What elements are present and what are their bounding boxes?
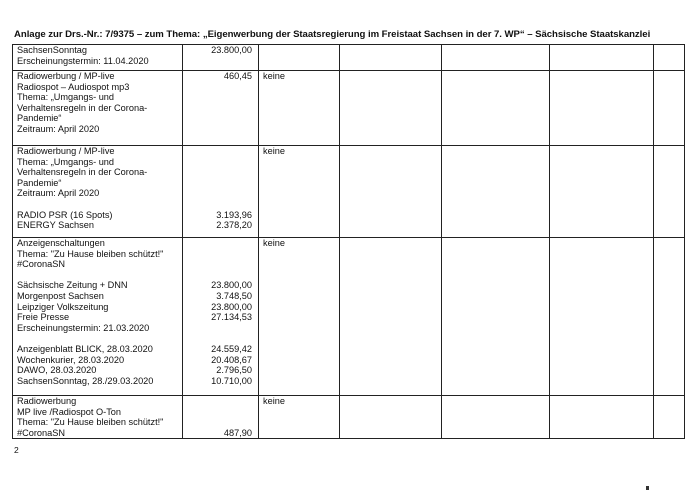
- amount-value: 23.800,00: [211, 45, 252, 55]
- amount-value: [187, 249, 252, 260]
- description-line: Radiowerbung / MP-live: [17, 146, 115, 156]
- empty-cell: [340, 396, 442, 439]
- description-line: Verhaltensregeln in der Corona-: [17, 167, 148, 178]
- amount-value: [187, 396, 252, 407]
- empty-cell: [550, 146, 654, 238]
- description-line: Wochenkurier, 28.03.2020: [17, 354, 125, 365]
- description-line: Sächsische Zeitung + DNN: [17, 280, 128, 291]
- description-line: Thema: "Zu Hause bleiben schützt!": [17, 248, 164, 259]
- note-text: keine: [263, 396, 285, 406]
- description-cell: [13, 238, 183, 396]
- empty-cell: [442, 146, 550, 238]
- empty-cell: [442, 396, 550, 439]
- amount-value: [187, 259, 252, 270]
- description-line: SachsenSonntag: [17, 45, 87, 55]
- description-line: Radiowerbung / MP-live: [17, 71, 115, 81]
- amount-value: [187, 270, 252, 281]
- description-line: Verhaltensregeln in der Corona-: [17, 102, 148, 113]
- description-line: Radiowerbung: [17, 396, 77, 406]
- note-cell: [259, 238, 340, 396]
- amount-value: [187, 417, 252, 428]
- scan-mark: [646, 486, 649, 490]
- amount-value: 23.800,00: [211, 280, 252, 291]
- amount-value: [187, 407, 252, 418]
- empty-cell: [550, 45, 654, 71]
- description-line: DAWO, 28.03.2020: [17, 365, 97, 376]
- table-row: [13, 71, 685, 146]
- amount-value: [187, 238, 252, 249]
- description-line: MP live /Radiospot O-Ton: [17, 406, 121, 417]
- note-text: keine: [263, 146, 285, 156]
- amount-value: 20.408,67: [211, 354, 252, 365]
- empty-cell: [340, 238, 442, 396]
- description-line: #CoronaSN: [17, 259, 66, 270]
- expenditure-table: [12, 44, 685, 439]
- description-line: Thema: "Zu Hause bleiben schützt!": [17, 417, 164, 428]
- description-line: Leipziger Volkszeitung: [17, 301, 109, 312]
- amount-cell: [183, 146, 259, 238]
- amount-value: [187, 199, 252, 210]
- table-row: [13, 45, 685, 71]
- amount-cell: [183, 238, 259, 396]
- amount-value: [187, 323, 252, 334]
- empty-cell: [654, 238, 685, 396]
- amount-cell: [183, 71, 259, 146]
- description-cell: [13, 71, 183, 146]
- empty-cell: [550, 238, 654, 396]
- table-row: [13, 238, 685, 396]
- amount-value: 460,45: [223, 71, 252, 81]
- amount-value: 23.800,00: [211, 301, 252, 312]
- amount-value: 27.134,53: [211, 312, 252, 323]
- note-cell: [259, 45, 340, 71]
- empty-cell: [654, 45, 685, 71]
- amount-value: 24.559,42: [211, 343, 252, 354]
- description-line: Thema: „Umgangs- und: [17, 156, 115, 167]
- description-line: Anzeigenblatt BLICK, 28.03.2020: [17, 343, 153, 354]
- amount-value: 2.796,50: [216, 365, 252, 376]
- amount-value: [187, 157, 252, 168]
- description-line: Pandemie“: [17, 113, 62, 124]
- amount-value: [187, 333, 252, 344]
- description-cell: [13, 396, 183, 439]
- empty-cell: [340, 146, 442, 238]
- empty-cell: [442, 45, 550, 71]
- description-line: Anzeigenschaltungen: [17, 238, 105, 248]
- empty-cell: [654, 396, 685, 439]
- amount-value: [187, 188, 252, 199]
- description-cell: [13, 45, 183, 71]
- empty-cell: [442, 71, 550, 146]
- description-line: Morgenpost Sachsen: [17, 290, 104, 301]
- amount-value: 487,90: [223, 427, 252, 438]
- amount-value: 10.710,00: [211, 375, 252, 386]
- note-cell: [259, 396, 340, 439]
- amount-value: 3.193,96: [216, 209, 252, 220]
- empty-cell: [654, 146, 685, 238]
- empty-cell: [340, 71, 442, 146]
- document-title: Anlage zur Drs.-Nr.: 7/9375 – zum Thema: „Eigenwerbung der Staatsregierung im Freistaat Sachsen in der 7. WP“ – Sächsische Staatskanzlei: [14, 29, 651, 40]
- empty-cell: [442, 238, 550, 396]
- amount-value: [187, 146, 252, 157]
- description-line: Freie Presse: [17, 312, 70, 323]
- note-text: keine: [263, 71, 285, 81]
- description-line: Thema: „Umgangs- und: [17, 92, 115, 103]
- description-line: [17, 199, 180, 210]
- amount-cell: [183, 45, 259, 71]
- note-cell: [259, 146, 340, 238]
- empty-cell: [340, 45, 442, 71]
- description-line: RADIO PSR (16 Spots): [17, 209, 113, 220]
- description-line: Zeitraum: April 2020: [17, 123, 100, 134]
- page-number: 2: [14, 445, 19, 455]
- empty-cell: [654, 71, 685, 146]
- note-cell: [259, 71, 340, 146]
- amount-value: [187, 178, 252, 189]
- description-line: #CoronaSN: [17, 427, 66, 438]
- description-line: Radiospot – Audiospot mp3: [17, 81, 130, 92]
- description-line: [17, 333, 180, 344]
- table-row: [13, 396, 685, 439]
- description-line: Zeitraum: April 2020: [17, 188, 100, 199]
- description-cell: [13, 146, 183, 238]
- amount-value: 3.748,50: [216, 290, 252, 301]
- description-line: Erscheinungstermin: 21.03.2020: [17, 322, 150, 333]
- table-row: [13, 146, 685, 238]
- description-line: [17, 270, 180, 281]
- amount-value: 2.378,20: [216, 220, 252, 231]
- amount-cell: [183, 396, 259, 439]
- description-line: ENERGY Sachsen: [17, 220, 94, 231]
- empty-cell: [550, 71, 654, 146]
- description-line: Erscheinungstermin: 11.04.2020: [17, 55, 149, 66]
- amount-value: [187, 167, 252, 178]
- empty-cell: [550, 396, 654, 439]
- description-line: Pandemie“: [17, 177, 62, 188]
- note-text: keine: [263, 238, 285, 248]
- description-line: SachsenSonntag, 28./29.03.2020: [17, 375, 154, 386]
